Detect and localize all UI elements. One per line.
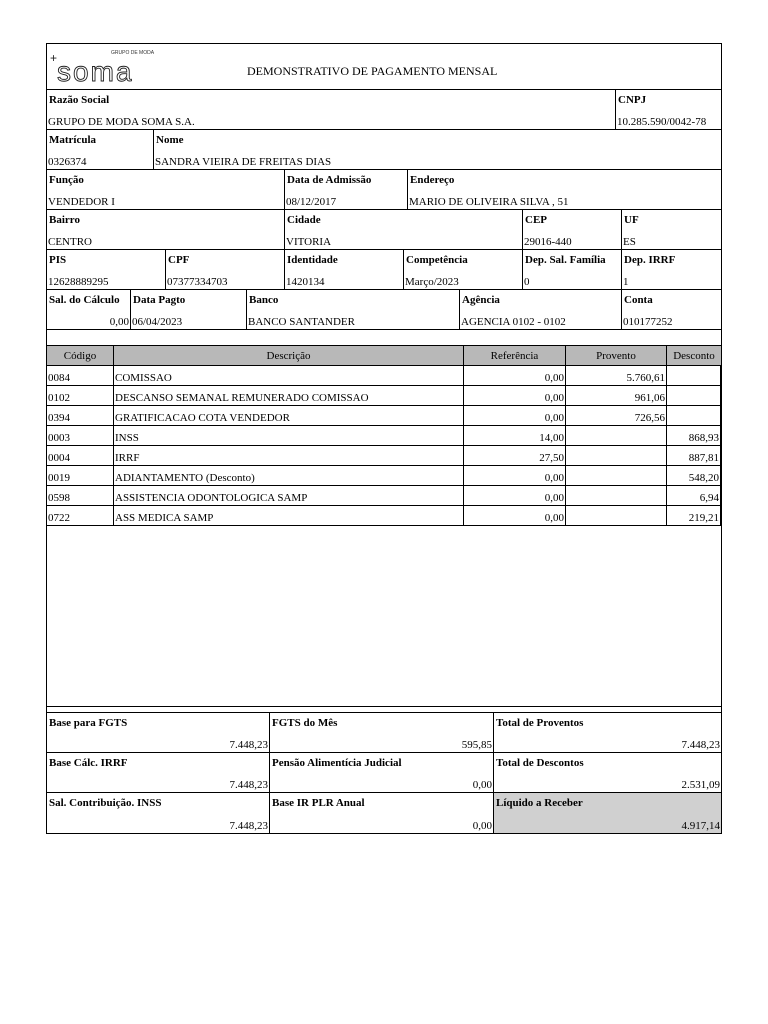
- competencia-value: Março/2023: [405, 276, 459, 288]
- company-row: [47, 90, 721, 130]
- razao-social-label: Razão Social: [49, 94, 110, 106]
- desconto-value: 548,20: [688, 472, 719, 484]
- col-desconto: Desconto: [673, 350, 715, 362]
- table-row: [47, 506, 721, 526]
- base-irrf-value: 7.448,23: [229, 779, 268, 791]
- desconto-value: 868,93: [688, 432, 719, 444]
- codigo-value: 0003: [48, 432, 70, 444]
- referencia-value: 0,00: [544, 472, 564, 484]
- base-fgts-cell: [47, 713, 270, 752]
- table-row: [47, 406, 721, 426]
- spacer: [47, 330, 721, 346]
- codigo-value: 0004: [48, 452, 70, 464]
- base-ir-plr-label: Base IR PLR Anual: [272, 797, 365, 809]
- cell-provento: [566, 466, 667, 485]
- cpf-label: CPF: [168, 254, 190, 266]
- fgts-mes-value: 595,85: [461, 739, 492, 751]
- cell-referencia: [464, 446, 566, 465]
- codigo-value: 0722: [48, 512, 70, 524]
- job-row: [47, 170, 721, 210]
- cell-provento: [566, 446, 667, 465]
- fgts-mes-label: FGTS do Mês: [272, 717, 338, 729]
- document-title: DEMONSTRATIVO DE PAGAMENTO MENSAL: [247, 64, 498, 78]
- sal-inss-value: 7.448,23: [229, 820, 268, 832]
- cell-desconto: [667, 386, 721, 405]
- summary-row-3: [47, 793, 721, 833]
- nome-cell: [154, 130, 721, 169]
- items-table-header: [47, 346, 721, 366]
- cell-descricao: [114, 386, 464, 405]
- col-codigo: Código: [47, 346, 114, 365]
- cell-desconto: [667, 486, 721, 505]
- referencia-value: 27,50: [539, 452, 564, 464]
- provento-value: 5.760,61: [626, 372, 665, 384]
- referencia-value: 0,00: [544, 492, 564, 504]
- table-row: [47, 386, 721, 406]
- codigo-value: 0084: [48, 372, 70, 384]
- total-proventos-cell: [494, 713, 721, 752]
- data-pagto-value: 06/04/2023: [132, 316, 183, 328]
- conta-value: 010177252: [623, 316, 673, 328]
- cidade-cell: [285, 210, 523, 249]
- base-irrf-label: Base Cálc. IRRF: [49, 757, 128, 769]
- cell-codigo: [47, 426, 114, 445]
- base-ir-plr-cell: [270, 793, 494, 833]
- sal-calculo-label: Sal. do Cálculo: [49, 294, 120, 306]
- base-fgts-label: Base para FGTS: [49, 717, 128, 729]
- total-descontos-cell: [494, 753, 721, 792]
- cell-descricao: [114, 366, 464, 385]
- banco-label: Banco: [249, 294, 279, 306]
- desconto-value: 887,81: [688, 452, 719, 464]
- cell-codigo: [47, 406, 114, 425]
- base-fgts-value: 7.448,23: [229, 739, 268, 751]
- sal-inss-label: Sal. Contribuição. INSS: [49, 797, 162, 809]
- cell-descricao: [114, 446, 464, 465]
- cell-provento: [566, 506, 667, 525]
- cell-codigo: [47, 366, 114, 385]
- codigo-value: 0598: [48, 492, 70, 504]
- descricao-value: DESCANSO SEMANAL REMUNERADO COMISSAO: [115, 392, 369, 404]
- logo-tagline: GRUPO DE MODA: [111, 50, 155, 56]
- funcao-value: VENDEDOR I: [48, 196, 115, 208]
- cep-label: CEP: [525, 214, 547, 226]
- banco-value: BANCO SANTANDER: [248, 316, 355, 328]
- pis-value: 12628889295: [48, 276, 109, 288]
- conta-label: Conta: [624, 294, 653, 306]
- pis-label: PIS: [49, 254, 67, 266]
- total-descontos-value: 2.531,09: [681, 779, 720, 791]
- cep-value: 29016-440: [524, 236, 572, 248]
- cell-referencia: [464, 386, 566, 405]
- cidade-value: VITORIA: [286, 236, 332, 248]
- data-pagto-label: Data Pagto: [133, 294, 186, 306]
- razao-social-cell: [47, 90, 616, 129]
- cell-provento: [566, 426, 667, 445]
- base-ir-plr-value: 0,00: [472, 820, 492, 832]
- cell-provento: [566, 406, 667, 425]
- descricao-value: COMISSAO: [115, 372, 172, 384]
- matricula-label: Matrícula: [49, 134, 97, 146]
- dep-irrf-label: Dep. IRRF: [624, 254, 676, 266]
- conta-cell: [622, 290, 721, 329]
- table-row: [47, 446, 721, 466]
- cell-desconto: [667, 446, 721, 465]
- liquido-value: 4.917,14: [681, 820, 720, 832]
- bairro-value: CENTRO: [48, 236, 92, 248]
- cell-codigo: [47, 446, 114, 465]
- dep-sal-familia-label: Dep. Sal. Família: [525, 254, 606, 266]
- payslip-sheet: [46, 43, 722, 834]
- cell-codigo: [47, 486, 114, 505]
- cpf-cell: [166, 250, 285, 289]
- provento-value: 961,06: [634, 392, 665, 404]
- table-row: [47, 366, 721, 386]
- cell-referencia: [464, 406, 566, 425]
- bairro-cell: [47, 210, 285, 249]
- cell-desconto: [667, 366, 721, 385]
- items-table-body: [47, 366, 721, 526]
- base-irrf-cell: [47, 753, 270, 792]
- nome-value: SANDRA VIEIRA DE FREITAS DIAS: [155, 156, 332, 168]
- codigo-value: 0394: [48, 412, 70, 424]
- pensao-label: Pensão Alimentícia Judicial: [272, 757, 402, 769]
- cpf-value: 07377334703: [167, 276, 228, 288]
- referencia-value: 0,00: [544, 512, 564, 524]
- funcao-label: Função: [49, 174, 84, 186]
- soma-logo: [49, 46, 179, 86]
- total-descontos-label: Total de Descontos: [496, 757, 584, 769]
- dep-sal-familia-cell: [523, 250, 622, 289]
- cep-cell: [523, 210, 622, 249]
- cell-provento: [566, 386, 667, 405]
- referencia-value: 0,00: [544, 372, 564, 384]
- nome-label: Nome: [156, 134, 184, 146]
- data-pagto-cell: [131, 290, 247, 329]
- cell-descricao: [114, 506, 464, 525]
- cell-desconto: [667, 506, 721, 525]
- descricao-value: ADIANTAMENTO (Desconto): [115, 472, 255, 484]
- competencia-cell: [404, 250, 523, 289]
- codigo-value: 0102: [48, 392, 70, 404]
- cnpj-label: CNPJ: [618, 94, 647, 106]
- pensao-value: 0,00: [472, 779, 492, 791]
- admissao-cell: [285, 170, 408, 209]
- cnpj-cell: [616, 90, 721, 129]
- liquido-label: Líquido a Receber: [496, 797, 583, 809]
- cell-descricao: [114, 406, 464, 425]
- pensao-cell: [270, 753, 494, 792]
- descricao-value: INSS: [115, 432, 139, 444]
- col-provento: Provento: [566, 346, 667, 365]
- agencia-label: Agência: [462, 294, 500, 306]
- cell-codigo: [47, 466, 114, 485]
- agencia-value: AGENCIA 0102 - 0102: [461, 316, 566, 328]
- identidade-cell: [285, 250, 404, 289]
- cell-desconto: [667, 406, 721, 425]
- fgts-mes-cell: [270, 713, 494, 752]
- cell-descricao: [114, 486, 464, 505]
- empty-area: [47, 526, 721, 707]
- identidade-value: 1420134: [286, 276, 325, 288]
- cell-provento: [566, 486, 667, 505]
- competencia-label: Competência: [406, 254, 468, 266]
- banco-cell: [247, 290, 460, 329]
- matricula-value: 0326374: [48, 156, 87, 168]
- uf-cell: [622, 210, 721, 249]
- admissao-label: Data de Admissão: [287, 174, 372, 186]
- bank-row: [47, 290, 721, 330]
- matricula-cell: [47, 130, 154, 169]
- desconto-value: 219,21: [688, 512, 719, 524]
- sal-calculo-cell: [47, 290, 131, 329]
- total-proventos-value: 7.448,23: [681, 739, 720, 751]
- table-row: [47, 426, 721, 446]
- cell-referencia: [464, 366, 566, 385]
- descricao-value: ASSISTENCIA ODONTOLOGICA SAMP: [115, 492, 308, 504]
- cell-desconto: [667, 426, 721, 445]
- documents-row: [47, 250, 721, 290]
- cell-codigo: [47, 386, 114, 405]
- dep-irrf-value: 1: [623, 276, 629, 288]
- descricao-value: IRRF: [115, 452, 140, 464]
- sal-inss-cell: [47, 793, 270, 833]
- dep-irrf-cell: [622, 250, 721, 289]
- header-row: [47, 44, 721, 90]
- descricao-value: ASS MEDICA SAMP: [115, 512, 214, 524]
- col-referencia: Referência: [464, 346, 566, 365]
- provento-value: 726,56: [634, 412, 665, 424]
- cell-codigo: [47, 506, 114, 525]
- cell-referencia: [464, 486, 566, 505]
- endereco-label: Endereço: [410, 174, 455, 186]
- endereco-cell: [408, 170, 721, 209]
- cell-descricao: [114, 426, 464, 445]
- svg-text:+: +: [50, 51, 58, 65]
- summary-row-1: [47, 713, 721, 753]
- desconto-value: 6,94: [699, 492, 719, 504]
- summary-row-2: [47, 753, 721, 793]
- uf-label: UF: [624, 214, 639, 226]
- cell-desconto: [667, 466, 721, 485]
- funcao-cell: [47, 170, 285, 209]
- cnpj-value: 10.285.590/0042-78: [617, 116, 707, 128]
- endereco-value: MARIO DE OLIVEIRA SILVA , 51: [409, 196, 569, 208]
- uf-value: ES: [623, 236, 636, 248]
- codigo-value: 0019: [48, 472, 70, 484]
- pis-cell: [47, 250, 166, 289]
- referencia-value: 14,00: [539, 432, 564, 444]
- bairro-label: Bairro: [49, 214, 80, 226]
- agencia-cell: [460, 290, 622, 329]
- logo-brand: soma: [57, 56, 134, 86]
- cidade-label: Cidade: [287, 214, 321, 226]
- descricao-value: GRATIFICACAO COTA VENDEDOR: [115, 412, 290, 424]
- location-row: [47, 210, 721, 250]
- referencia-value: 0,00: [544, 412, 564, 424]
- cell-referencia: [464, 426, 566, 445]
- sal-calculo-value: 0,00: [109, 316, 129, 328]
- razao-social-value: GRUPO DE MODA SOMA S.A.: [48, 116, 195, 128]
- referencia-value: 0,00: [544, 392, 564, 404]
- dep-sal-familia-value: 0: [524, 276, 530, 288]
- cell-referencia: [464, 466, 566, 485]
- total-proventos-label: Total de Proventos: [496, 717, 584, 729]
- table-row: [47, 486, 721, 506]
- cell-provento: [566, 366, 667, 385]
- table-row: [47, 466, 721, 486]
- admissao-value: 08/12/2017: [286, 196, 337, 208]
- liquido-cell: [494, 793, 721, 833]
- col-descricao: Descrição: [114, 346, 464, 365]
- cell-descricao: [114, 466, 464, 485]
- employee-row: [47, 130, 721, 170]
- identidade-label: Identidade: [287, 254, 338, 266]
- cell-referencia: [464, 506, 566, 525]
